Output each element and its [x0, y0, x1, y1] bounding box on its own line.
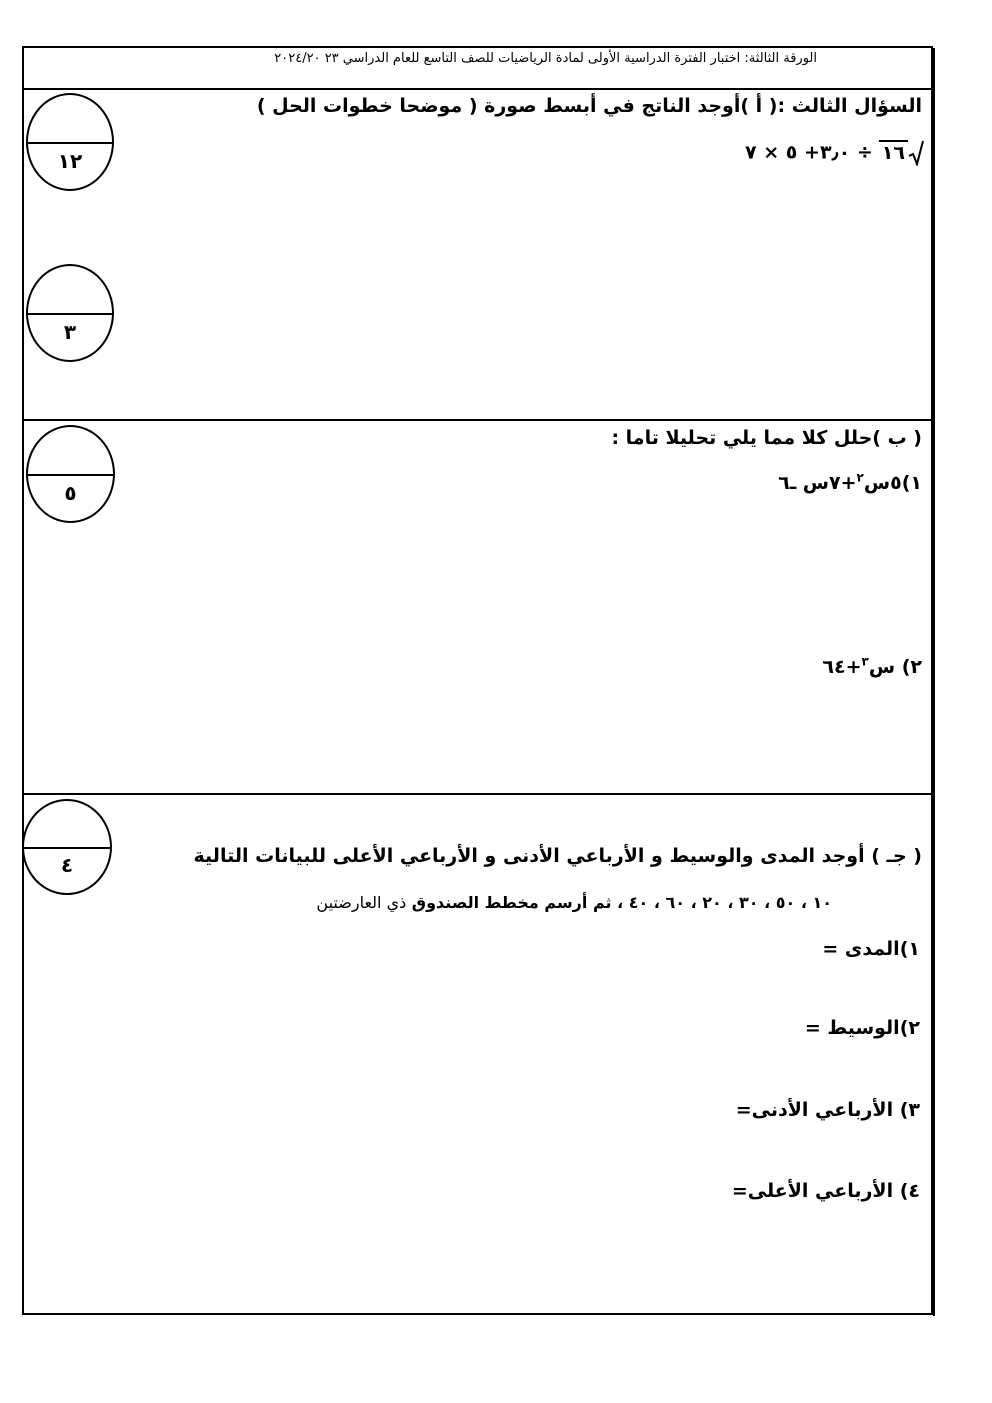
item1-exponent: ٢ [856, 470, 864, 485]
item2-rest: +٦٤ [822, 656, 862, 678]
range-item: ١)المدى = [822, 938, 920, 960]
mark-a-total: ١٢ [57, 149, 83, 173]
mark-circle-a [26, 264, 114, 362]
section-a-divider [22, 419, 933, 421]
page-frame [22, 46, 933, 1315]
mark-a: ٣ [63, 320, 77, 344]
radical-sign-icon [908, 140, 924, 166]
mark-c: ٤ [60, 853, 74, 877]
section-a-question: السؤال الثالث :( أ )أوجد الناتج في أبسط صورة ( موضحا خطوات الحل ) [256, 95, 922, 117]
item2-exponent: ٣ [861, 654, 869, 669]
section-b-item-1 [778, 472, 922, 494]
radicand: ١٦ [879, 140, 908, 164]
item1-prefix: ١)٥س [863, 472, 922, 494]
boxplot-title: مخطط الصندوق [411, 893, 539, 912]
section-a-expression: ÷ ٣٫٠+ ٥ × ٧ [745, 141, 873, 164]
item2-prefix: ٢) س [868, 656, 922, 678]
boxplot-rest: ذي العارضتين [316, 893, 407, 912]
lower-quartile-item: ٣) الأرباعي الأدنى= [735, 1099, 920, 1121]
mark-circle-a-total [26, 93, 114, 191]
section-a-expression-row [745, 140, 924, 166]
header-title: الورقة الثالثة: اختبار الفترة الدراسية الأولى لمادة الرياضيات للصف التاسع للعام الدراسي ٢٣ ٢٠٢٤/٢٠ [274, 51, 817, 66]
header-divider [22, 88, 933, 90]
section-b-question: ( ب )حلل كلا مما يلي تحليلا تاما : [611, 427, 922, 449]
median-item: ٢)الوسيط = [804, 1017, 920, 1039]
section-c-question: ( جـ ) أوجد المدى والوسيط و الأرباعي الأدنى و الأرباعي الأعلى للبيانات التالية [193, 845, 922, 867]
section-c-data-row [316, 893, 832, 912]
upper-quartile-item: ٤) الأرباعي الأعلى= [731, 1180, 920, 1202]
section-b-divider [22, 793, 933, 795]
data-values: ١٠ ، ٥٠ ، ٣٠ ، ٢٠ ، ٦٠ ، ٤٠ ، ثم أرسم [544, 893, 832, 912]
mark-circle-b [26, 425, 115, 523]
mark-b: ٥ [64, 481, 77, 505]
mark-circle-c [22, 799, 112, 895]
item1-rest: +٧س ـ٦ [778, 472, 857, 494]
section-b-item-2 [822, 656, 922, 678]
frame-shadow [933, 48, 935, 1316]
